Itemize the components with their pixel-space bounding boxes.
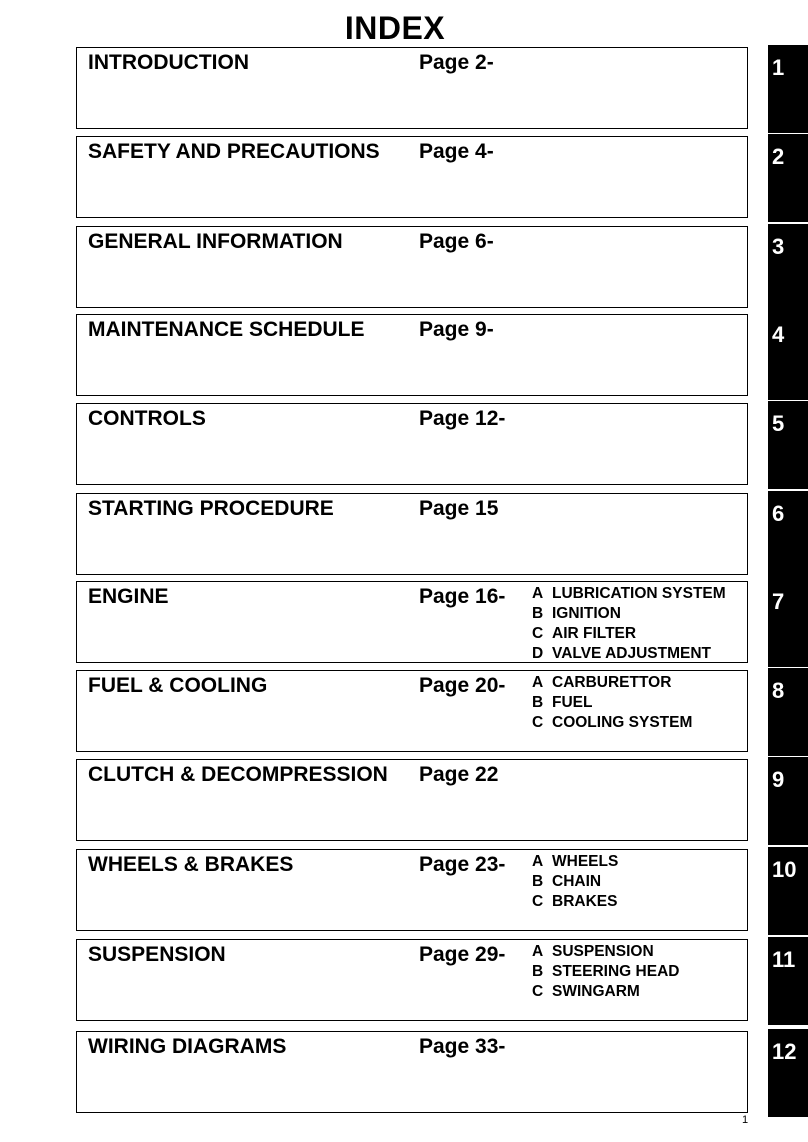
section-tab-number: 11: [772, 947, 796, 972]
section-title: MAINTENANCE SCHEDULE: [88, 318, 365, 341]
section-page-ref: Page 4-: [419, 140, 494, 163]
subsection-list: [532, 942, 679, 1002]
section-tab[interactable]: [768, 937, 808, 1025]
section-page-ref: Page 2-: [419, 51, 494, 74]
section-tab-number: 12: [772, 1039, 797, 1064]
section-title: CONTROLS: [88, 407, 206, 430]
subsection-item: [532, 713, 692, 733]
section-page-ref: Page 6-: [419, 230, 494, 253]
section-tab-number: 10: [772, 857, 797, 882]
section-tab-number: 7: [772, 589, 785, 614]
subsection-letter: A: [532, 585, 544, 602]
index-section[interactable]: [76, 939, 748, 1021]
index-section[interactable]: [76, 493, 748, 575]
section-title: WHEELS & BRAKES: [88, 853, 294, 876]
section-tab[interactable]: [768, 491, 808, 579]
subsection-label: LUBRICATION SYSTEM: [552, 585, 726, 602]
subsection-label: STEERING HEAD: [552, 963, 680, 980]
subsection-item: [532, 962, 679, 982]
section-tab-number: 4: [772, 322, 785, 347]
section-tab[interactable]: [768, 224, 808, 312]
subsection-letter: B: [532, 694, 544, 711]
subsection-label: CARBURETTOR: [552, 674, 672, 691]
section-tab-number: 1: [772, 55, 785, 80]
section-title: STARTING PROCEDURE: [88, 497, 334, 520]
section-tab-number: 9: [772, 767, 785, 792]
section-title: ENGINE: [88, 585, 169, 608]
subsection-label: COOLING SYSTEM: [552, 714, 693, 731]
subsection-item: [532, 852, 618, 872]
subsection-letter: D: [532, 645, 544, 662]
section-page-ref: Page 9-: [419, 318, 494, 341]
section-page-ref: Page 16-: [419, 585, 506, 608]
subsection-list: [532, 852, 618, 912]
section-tab[interactable]: [768, 847, 808, 935]
subsection-label: SWINGARM: [552, 983, 640, 1000]
section-tab[interactable]: [768, 45, 808, 133]
subsection-item: [532, 942, 679, 962]
subsection-list: [532, 584, 726, 664]
subsection-item: [532, 872, 618, 892]
section-page-ref: Page 23-: [419, 853, 506, 876]
section-tab[interactable]: [768, 134, 808, 222]
subsection-item: [532, 584, 726, 604]
subsection-item: [532, 644, 726, 664]
section-title: GENERAL INFORMATION: [88, 230, 343, 253]
section-title: SAFETY AND PRECAUTIONS: [88, 140, 380, 163]
section-title: FUEL & COOLING: [88, 674, 268, 697]
subsection-label: CHAIN: [552, 873, 602, 890]
section-tab-number: 6: [772, 501, 785, 526]
subsection-letter: A: [532, 853, 544, 870]
index-section[interactable]: [76, 670, 748, 752]
subsection-item: [532, 604, 726, 624]
section-page-ref: Page 22: [419, 763, 499, 786]
section-tab[interactable]: [768, 1029, 808, 1117]
section-tab[interactable]: [768, 757, 808, 845]
subsection-item: [532, 982, 679, 1002]
section-tab-number: 3: [772, 234, 785, 259]
index-section[interactable]: [76, 403, 748, 485]
section-tab[interactable]: [768, 401, 808, 489]
index-section[interactable]: [76, 136, 748, 218]
subsection-letter: A: [532, 674, 544, 691]
index-section[interactable]: [76, 47, 748, 129]
subsection-letter: A: [532, 943, 544, 960]
subsection-item: [532, 892, 618, 912]
subsection-letter: C: [532, 714, 544, 731]
section-page-ref: Page 20-: [419, 674, 506, 697]
section-page-ref: Page 12-: [419, 407, 506, 430]
section-tab-number: 5: [772, 411, 785, 436]
page-number: 1: [742, 1114, 749, 1126]
subsection-item: [532, 693, 692, 713]
subsection-label: SUSPENSION: [552, 943, 654, 960]
section-title: INTRODUCTION: [88, 51, 249, 74]
subsection-label: WHEELS: [552, 853, 619, 870]
index-section[interactable]: [76, 759, 748, 841]
section-tab[interactable]: [768, 579, 808, 667]
subsection-letter: C: [532, 625, 544, 642]
subsection-item: [532, 673, 692, 693]
page-title: INDEX: [344, 10, 446, 46]
subsection-letter: B: [532, 873, 544, 890]
section-tab-number: 8: [772, 678, 785, 703]
subsection-label: BRAKES: [552, 893, 618, 910]
section-title: WIRING DIAGRAMS: [88, 1035, 287, 1058]
index-section[interactable]: [76, 581, 748, 663]
subsection-letter: B: [532, 963, 544, 980]
subsection-label: FUEL: [552, 694, 593, 711]
subsection-letter: C: [532, 983, 544, 1000]
subsection-letter: B: [532, 605, 544, 622]
index-section[interactable]: [76, 849, 748, 931]
subsection-label: VALVE ADJUSTMENT: [552, 645, 712, 662]
index-section[interactable]: [76, 226, 748, 308]
index-section[interactable]: [76, 314, 748, 396]
subsection-label: IGNITION: [552, 605, 621, 622]
subsection-list: [532, 673, 692, 733]
section-title: SUSPENSION: [88, 943, 226, 966]
section-tab-number: 2: [772, 144, 785, 169]
section-page-ref: Page 15: [419, 497, 499, 520]
subsection-letter: C: [532, 893, 544, 910]
section-tab[interactable]: [768, 668, 808, 756]
index-section[interactable]: [76, 1031, 748, 1113]
section-page-ref: Page 29-: [419, 943, 506, 966]
subsection-item: [532, 624, 726, 644]
subsection-label: AIR FILTER: [552, 625, 637, 642]
section-tab[interactable]: [768, 312, 808, 400]
section-title: CLUTCH & DECOMPRESSION: [88, 763, 388, 786]
section-page-ref: Page 33-: [419, 1035, 506, 1058]
